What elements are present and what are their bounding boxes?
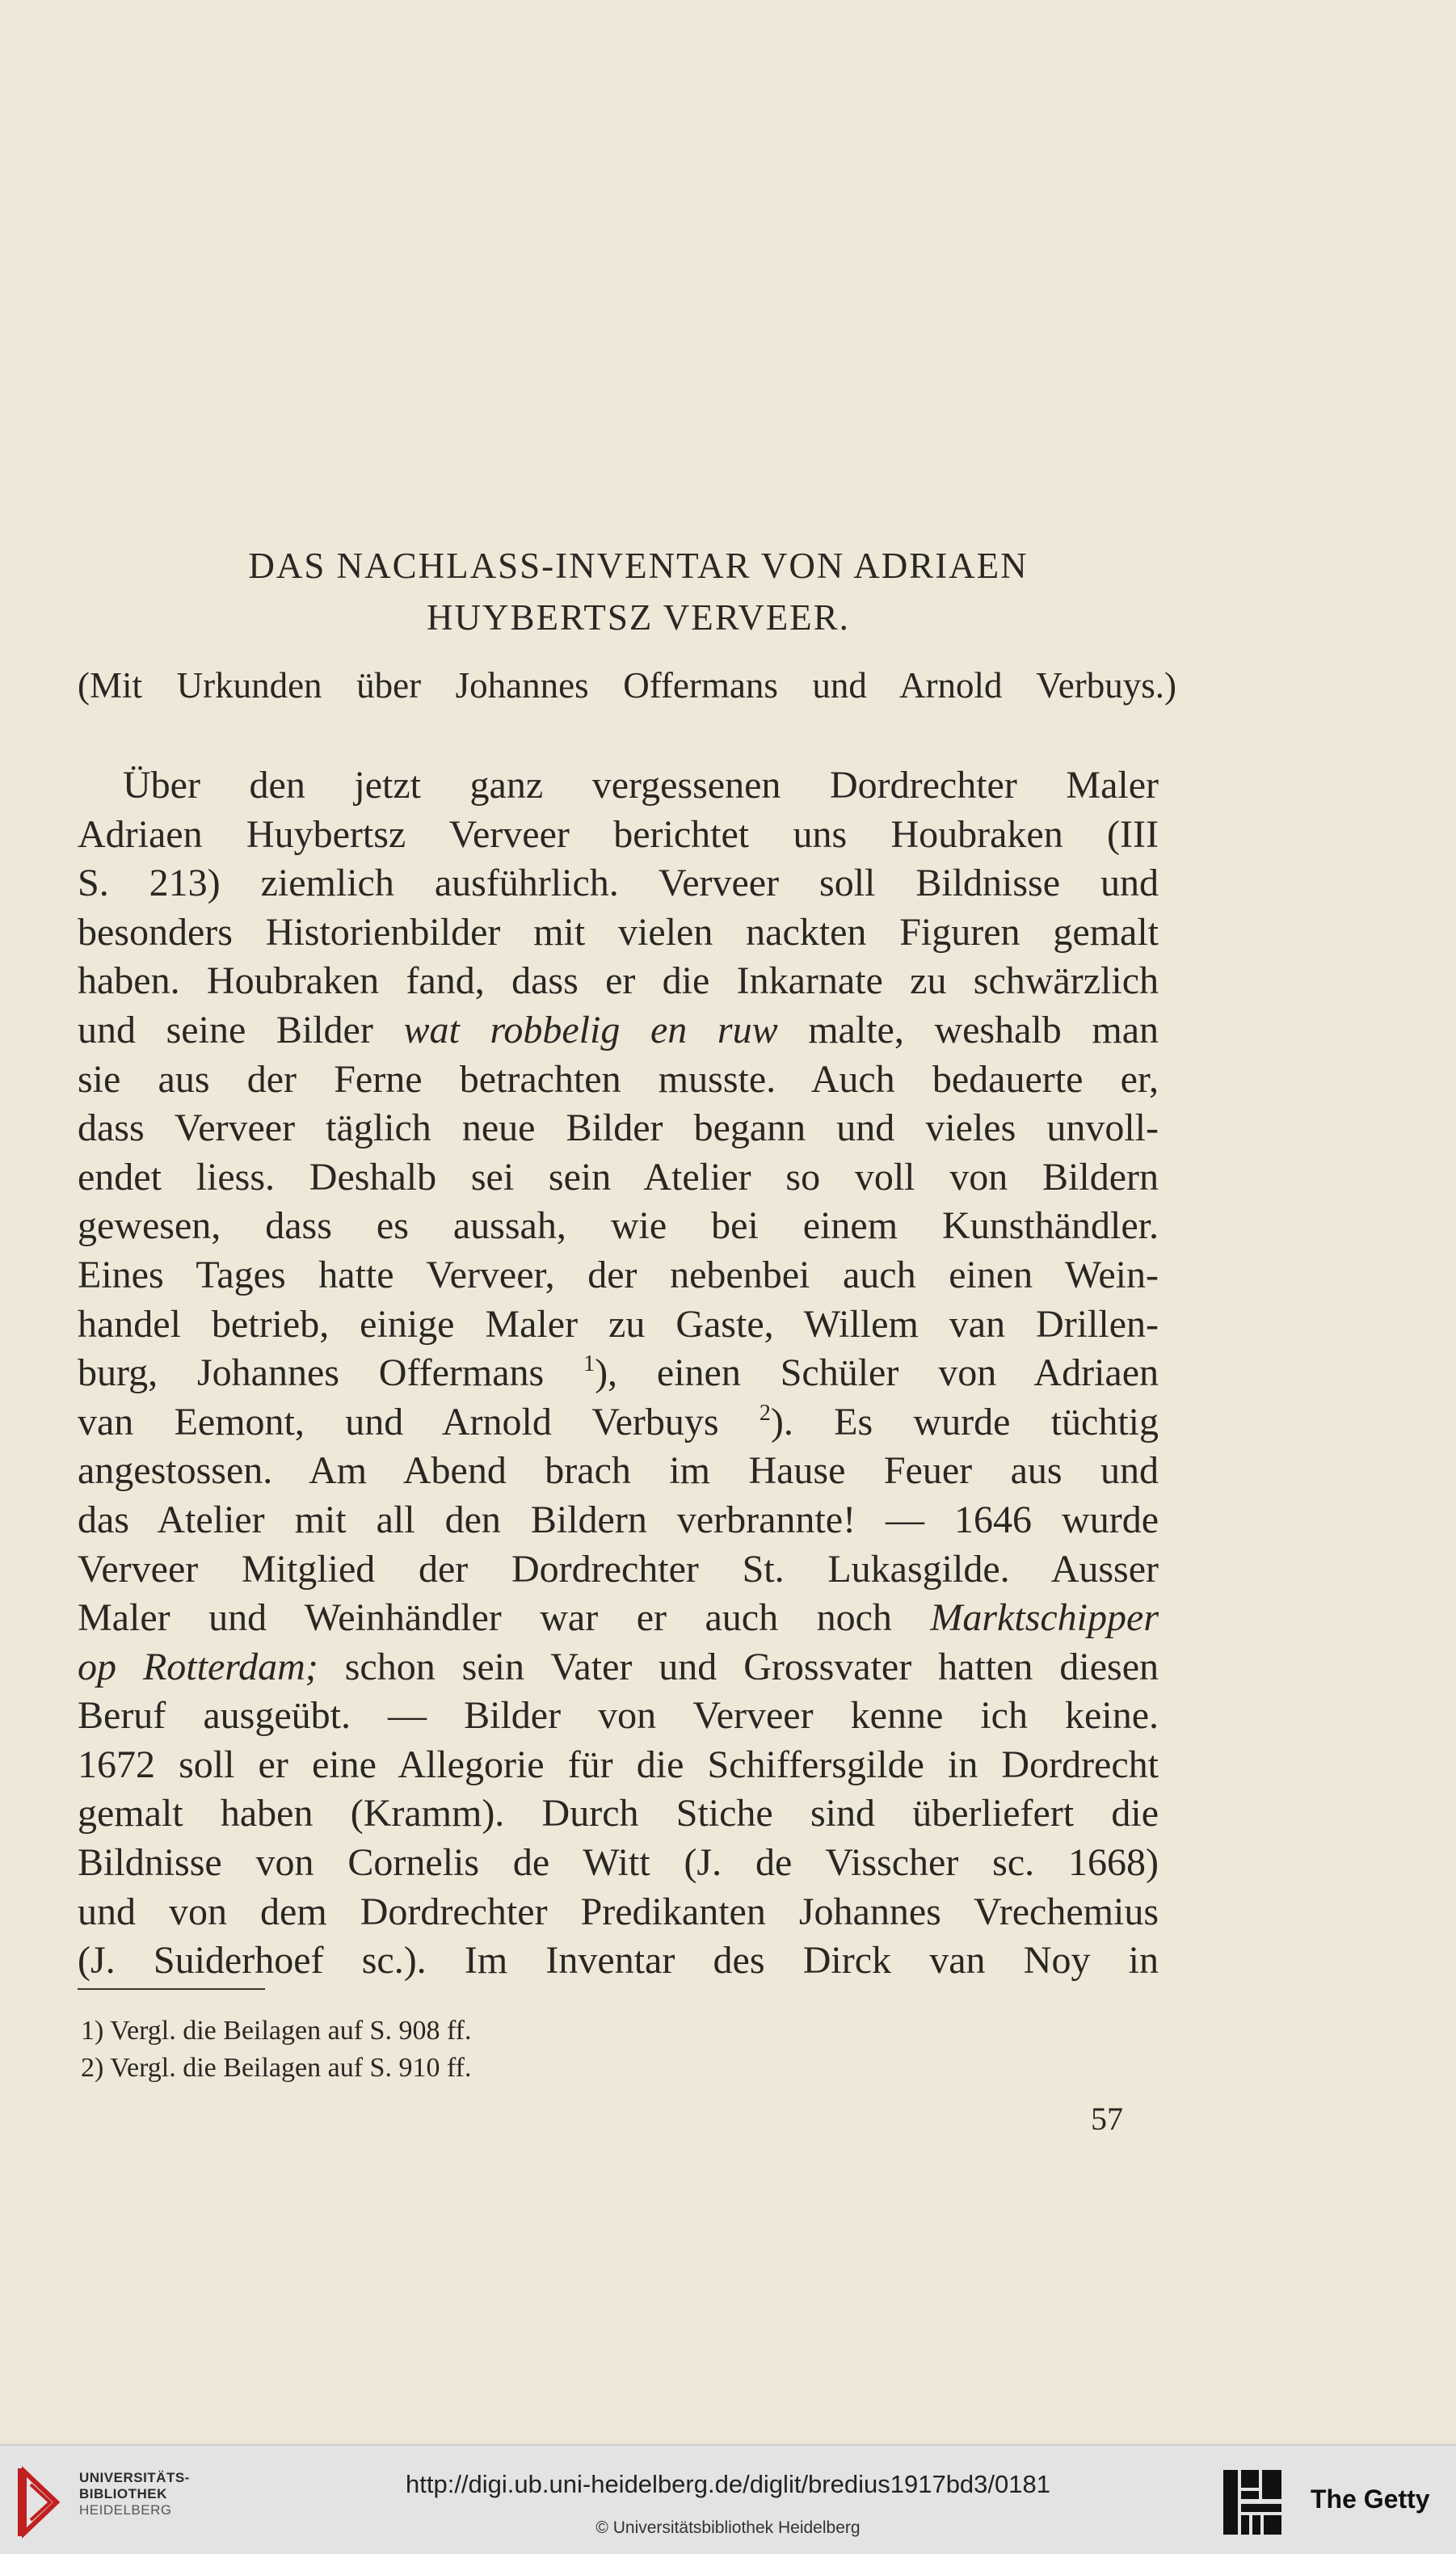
text-line bbox=[78, 1643, 1159, 1692]
italic-phrase: op Rotterdam; bbox=[78, 1645, 318, 1688]
text-segment: ), einen Schüler von Adriaen bbox=[595, 1351, 1159, 1395]
footnote-ref: 2 bbox=[759, 1400, 771, 1426]
text-segment: ). Es wurde tüchtig bbox=[770, 1400, 1159, 1443]
library-name-line: BIBLIOTHEK bbox=[79, 2486, 167, 2501]
footer-bar bbox=[0, 2444, 1456, 2554]
text-line: haben. Houbraken fand, dass er die Inkarnate zu schwärzlich bbox=[78, 959, 1159, 1003]
article-title-line-1: DAS NACHLASS-INVENTAR VON ADRIAEN bbox=[248, 546, 1029, 586]
text-line: gemalt haben (Kramm). Durch Stiche sind überliefert die bbox=[78, 1792, 1159, 1835]
text-line: angestossen. Am Abend brach im Hause Feuer aus und bbox=[78, 1449, 1159, 1493]
text-line: sie aus der Ferne betrachten musste. Auch bedauerte er, bbox=[78, 1057, 1159, 1101]
text-line: endet liess. Deshalb sei sein Atelier so voll von Bildern bbox=[78, 1155, 1159, 1199]
getty-label: The Getty bbox=[1311, 2484, 1430, 2514]
text-line bbox=[78, 1594, 1159, 1643]
text-line bbox=[78, 1398, 1159, 1448]
italic-phrase: Marktschipper bbox=[930, 1596, 1159, 1640]
text-segment: schon sein Vater und Grossvater hatten diesen bbox=[344, 1645, 1159, 1688]
page-number: 57 bbox=[1091, 2101, 1123, 2137]
text-line: gewesen, dass es aussah, wie bei einem Kunsthändler. bbox=[78, 1204, 1159, 1248]
text-line: (J. Suiderhoef sc.). Im Inventar des Dirck van Noy in bbox=[78, 1939, 1159, 1983]
text-line: dass Verveer täglich neue Bilder begann und vieles unvoll- bbox=[78, 1106, 1159, 1150]
text-line: Über den jetzt ganz vergessenen Dordrechter Maler bbox=[123, 764, 1159, 807]
body-paragraph bbox=[78, 761, 1159, 1986]
text-line: und von dem Dordrechter Predikanten Johannes Vrechemius bbox=[78, 1890, 1159, 1933]
text-line bbox=[78, 1006, 1159, 1056]
text-segment: Maler und Weinhändler war er auch noch bbox=[78, 1596, 892, 1640]
footnote-2: 2) Vergl. die Beilagen auf S. 910 ff. bbox=[81, 2053, 472, 2083]
footnote-1: 1) Vergl. die Beilagen auf S. 908 ff. bbox=[81, 2016, 472, 2046]
text-line: das Atelier mit all den Bildern verbrannte! — 1646 wurde bbox=[78, 1498, 1159, 1541]
text-segment: burg, Johannes Offermans bbox=[78, 1351, 545, 1395]
text-line: Eines Tages hatte Verveer, der nebenbei auch einen Wein- bbox=[78, 1253, 1159, 1296]
source-url-link[interactable]: http://digi.ub.uni-heidelberg.de/diglit/bredius1917bd3/0181 bbox=[406, 2470, 1050, 2498]
text-line: 1672 soll er eine Allegorie für die Schiffersgilde in Dordrecht bbox=[78, 1743, 1159, 1786]
text-line: handel betrieb, einige Maler zu Gaste, Willem van Drillen- bbox=[78, 1302, 1159, 1346]
italic-phrase: wat robbelig en ruw bbox=[403, 1008, 778, 1052]
copyright-notice: © Universitätsbibliothek Heidelberg bbox=[595, 2518, 861, 2537]
text-segment: und seine Bilder bbox=[78, 1008, 373, 1052]
text-line bbox=[78, 1349, 1159, 1398]
text-line: Beruf ausgeübt. — Bilder von Verveer kenne ich keine. bbox=[78, 1694, 1159, 1738]
footnote-divider bbox=[78, 1988, 265, 1990]
text-line: besonders Historienbilder mit vielen nackten Figuren gemalt bbox=[78, 910, 1159, 954]
footnote-ref: 1 bbox=[583, 1351, 595, 1377]
text-line: Bildnisse von Cornelis de Witt (J. de Visscher sc. 1668) bbox=[78, 1841, 1159, 1885]
article-subtitle: (Mit Urkunden über Johannes Offermans und Arnold Verbuys.) bbox=[78, 665, 1176, 706]
text-line: Verveer Mitglied der Dordrechter St. Lukasgilde. Ausser bbox=[78, 1547, 1159, 1591]
text-segment: van Eemont, und Arnold Verbuys bbox=[78, 1400, 719, 1443]
article-title-line-2: HUYBERTSZ VERVEER. bbox=[427, 597, 850, 638]
getty-logo-icon bbox=[1220, 2467, 1285, 2538]
footnotes bbox=[81, 2012, 471, 2087]
library-name-line: HEIDELBERG bbox=[79, 2502, 172, 2518]
text-segment: malte, weshalb man bbox=[808, 1008, 1159, 1052]
text-line: S. 213) ziemlich ausführlich. Verveer soll Bildnisse und bbox=[78, 862, 1159, 905]
text-line: Adriaen Huybertsz Verveer berichtet uns Houbraken (III bbox=[78, 812, 1159, 856]
library-name-line: UNIVERSITÄTS- bbox=[79, 2470, 190, 2485]
